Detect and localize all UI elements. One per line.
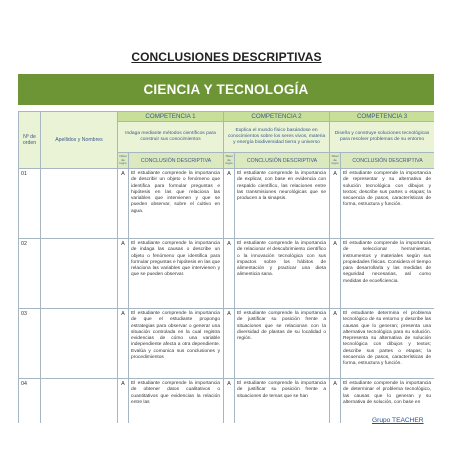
conclusion-cell: El estudiante comprende la importancia de que el estudiante propongo estrategias para observar o generar una situación controlada en la cual registra evidencias de cómo una variable independiente afecta a otra dependiente. Evalúa y comunica sus conclusiones y procedimientos bbox=[129, 309, 224, 379]
conclusion-cell: El estudiante comprende la importancia de seleccionar herramientas, instrumentos y materiales según sus propiedades físicas. Considera el tiempo para desarrollarla y las medidas de seguridad necesarias, así como medidas de ecoeficiencia. bbox=[341, 239, 434, 309]
row-number: 02 bbox=[19, 239, 41, 309]
conclusion-cell: El estudiante comprende la importancia de determinar el problema tecnológico, las causas que lo generan y su alternativa de solución, con base en bbox=[341, 379, 434, 424]
page-title: CONCLUSIONES DESCRIPTIVAS bbox=[131, 50, 322, 64]
conclusion-cell: El estudiante comprende la importancia de explicar, con base en evidencia con respaldo científico, las relaciones entre las transmisiones neurológicas que se producen a la sinapsis. bbox=[235, 169, 330, 239]
conclusion-cell: El estudiante comprende la importancia de relacionar el descubrimiento científico o la innovación tecnológica con sus impactos sobre los hábitos de alimentación y practicar una dieta alimenticia sana. bbox=[235, 239, 330, 309]
level-cell: A bbox=[118, 169, 129, 239]
student-name-cell[interactable] bbox=[41, 239, 118, 309]
competency-2-description: Explica el mundo físico basándose en conocimientos sobre los seres vivos, materia y energía biodiversidad tierra y universo bbox=[224, 122, 330, 153]
competency-1-header: COMPETENCIA 1 bbox=[118, 112, 224, 122]
level-cell: A bbox=[224, 239, 235, 309]
conclusions-table bbox=[18, 111, 434, 423]
student-name-cell[interactable] bbox=[41, 309, 118, 379]
row-number: 03 bbox=[19, 309, 41, 379]
conclusion-header-3: CONCLUSIÓN DESCRIPTIVA bbox=[341, 153, 434, 169]
conclusion-header-2: CONCLUSIÓN DESCRIPTIVA bbox=[235, 153, 330, 169]
level-cell: A bbox=[224, 309, 235, 379]
conclusions-table-container bbox=[18, 111, 434, 423]
level-cell: A bbox=[224, 169, 235, 239]
conclusion-header-1: CONCLUSIÓN DESCRIPTIVA bbox=[129, 153, 224, 169]
level-cell: A bbox=[330, 239, 341, 309]
table-row bbox=[19, 239, 435, 309]
level-cell: A bbox=[118, 239, 129, 309]
footer-credit: Grupo TEACHER bbox=[372, 417, 424, 424]
subject-banner: CIENCIA Y TECNOLOGÍA bbox=[18, 74, 434, 105]
col-header-number: Nº de orden bbox=[19, 112, 41, 169]
level-cell: A bbox=[330, 309, 341, 379]
level-cell: A bbox=[118, 379, 129, 424]
level-cell: A bbox=[224, 379, 235, 424]
competency-2-header: COMPETENCIA 2 bbox=[224, 112, 330, 122]
conclusion-cell: El estudiante determina el problema tecnológico de su entorno y describe las causas que lo generan; presenta una alternativa tecnológica para su solución. Representa su alternativa de solución tecnológica con dibujos y textos; describe sus partes o etapas; la secuencia de pasos, características de forma, estructura y función. bbox=[341, 309, 434, 379]
competency-3-header: COMPETENCIA 3 bbox=[330, 112, 434, 122]
level-cell: A bbox=[118, 309, 129, 379]
student-name-cell[interactable] bbox=[41, 379, 118, 424]
table-row bbox=[19, 309, 435, 379]
competency-3-description: Diseña y construye soluciones tecnológicas para resolver problemas de su entorno bbox=[330, 122, 434, 153]
conclusion-cell: El estudiante comprende la importancia de indaga las causas o describe un objeto o fenómeno que identifica para formular preguntas e hipótesis en las que relaciona las variables que intervienen y que se pueden observar. bbox=[129, 239, 224, 309]
row-number: 04 bbox=[19, 379, 41, 424]
student-name-cell[interactable] bbox=[41, 169, 118, 239]
competency-1-description: Indaga mediante métodos científicos para construir sus conocimientos bbox=[118, 122, 224, 153]
level-cell: A bbox=[330, 169, 341, 239]
level-header-2: Nivel de logro bbox=[224, 153, 235, 169]
conclusion-cell: El estudiante comprende la importancia de obtener datos cualitativos o cuantitativos que evidencian la relación entre las bbox=[129, 379, 224, 424]
conclusion-cell: El estudiante comprende la importancia de describir un objeto o fenómeno que identifica para formular preguntas e hipótesis en las que relaciona las variables que intervienen y que se pueden observar, sobre el cultivo en agua. bbox=[129, 169, 224, 239]
col-header-names: Apellidos y Nombres bbox=[41, 112, 118, 169]
table-row bbox=[19, 169, 435, 239]
row-number: 01 bbox=[19, 169, 41, 239]
conclusion-cell: El estudiante comprende la importancia de justificar su posición frente a situaciones que se relacionan con la diversidad de plantas de su localidad o región. bbox=[235, 309, 330, 379]
level-header-1: Nivel de logro bbox=[118, 153, 129, 169]
level-header-3: Nivel de logro bbox=[330, 153, 341, 169]
conclusion-cell: El estudiante comprende la importancia de representar y su alternativa de solución tecnológica con dibujos y textos; describe sus partes o etapas; la secuencia de pasos, características de forma, estructura y función. bbox=[341, 169, 434, 239]
level-cell: A bbox=[330, 379, 341, 424]
conclusion-cell: El estudiante comprende la importancia de justificar su posición frente a situaciones de temas que se han bbox=[235, 379, 330, 424]
